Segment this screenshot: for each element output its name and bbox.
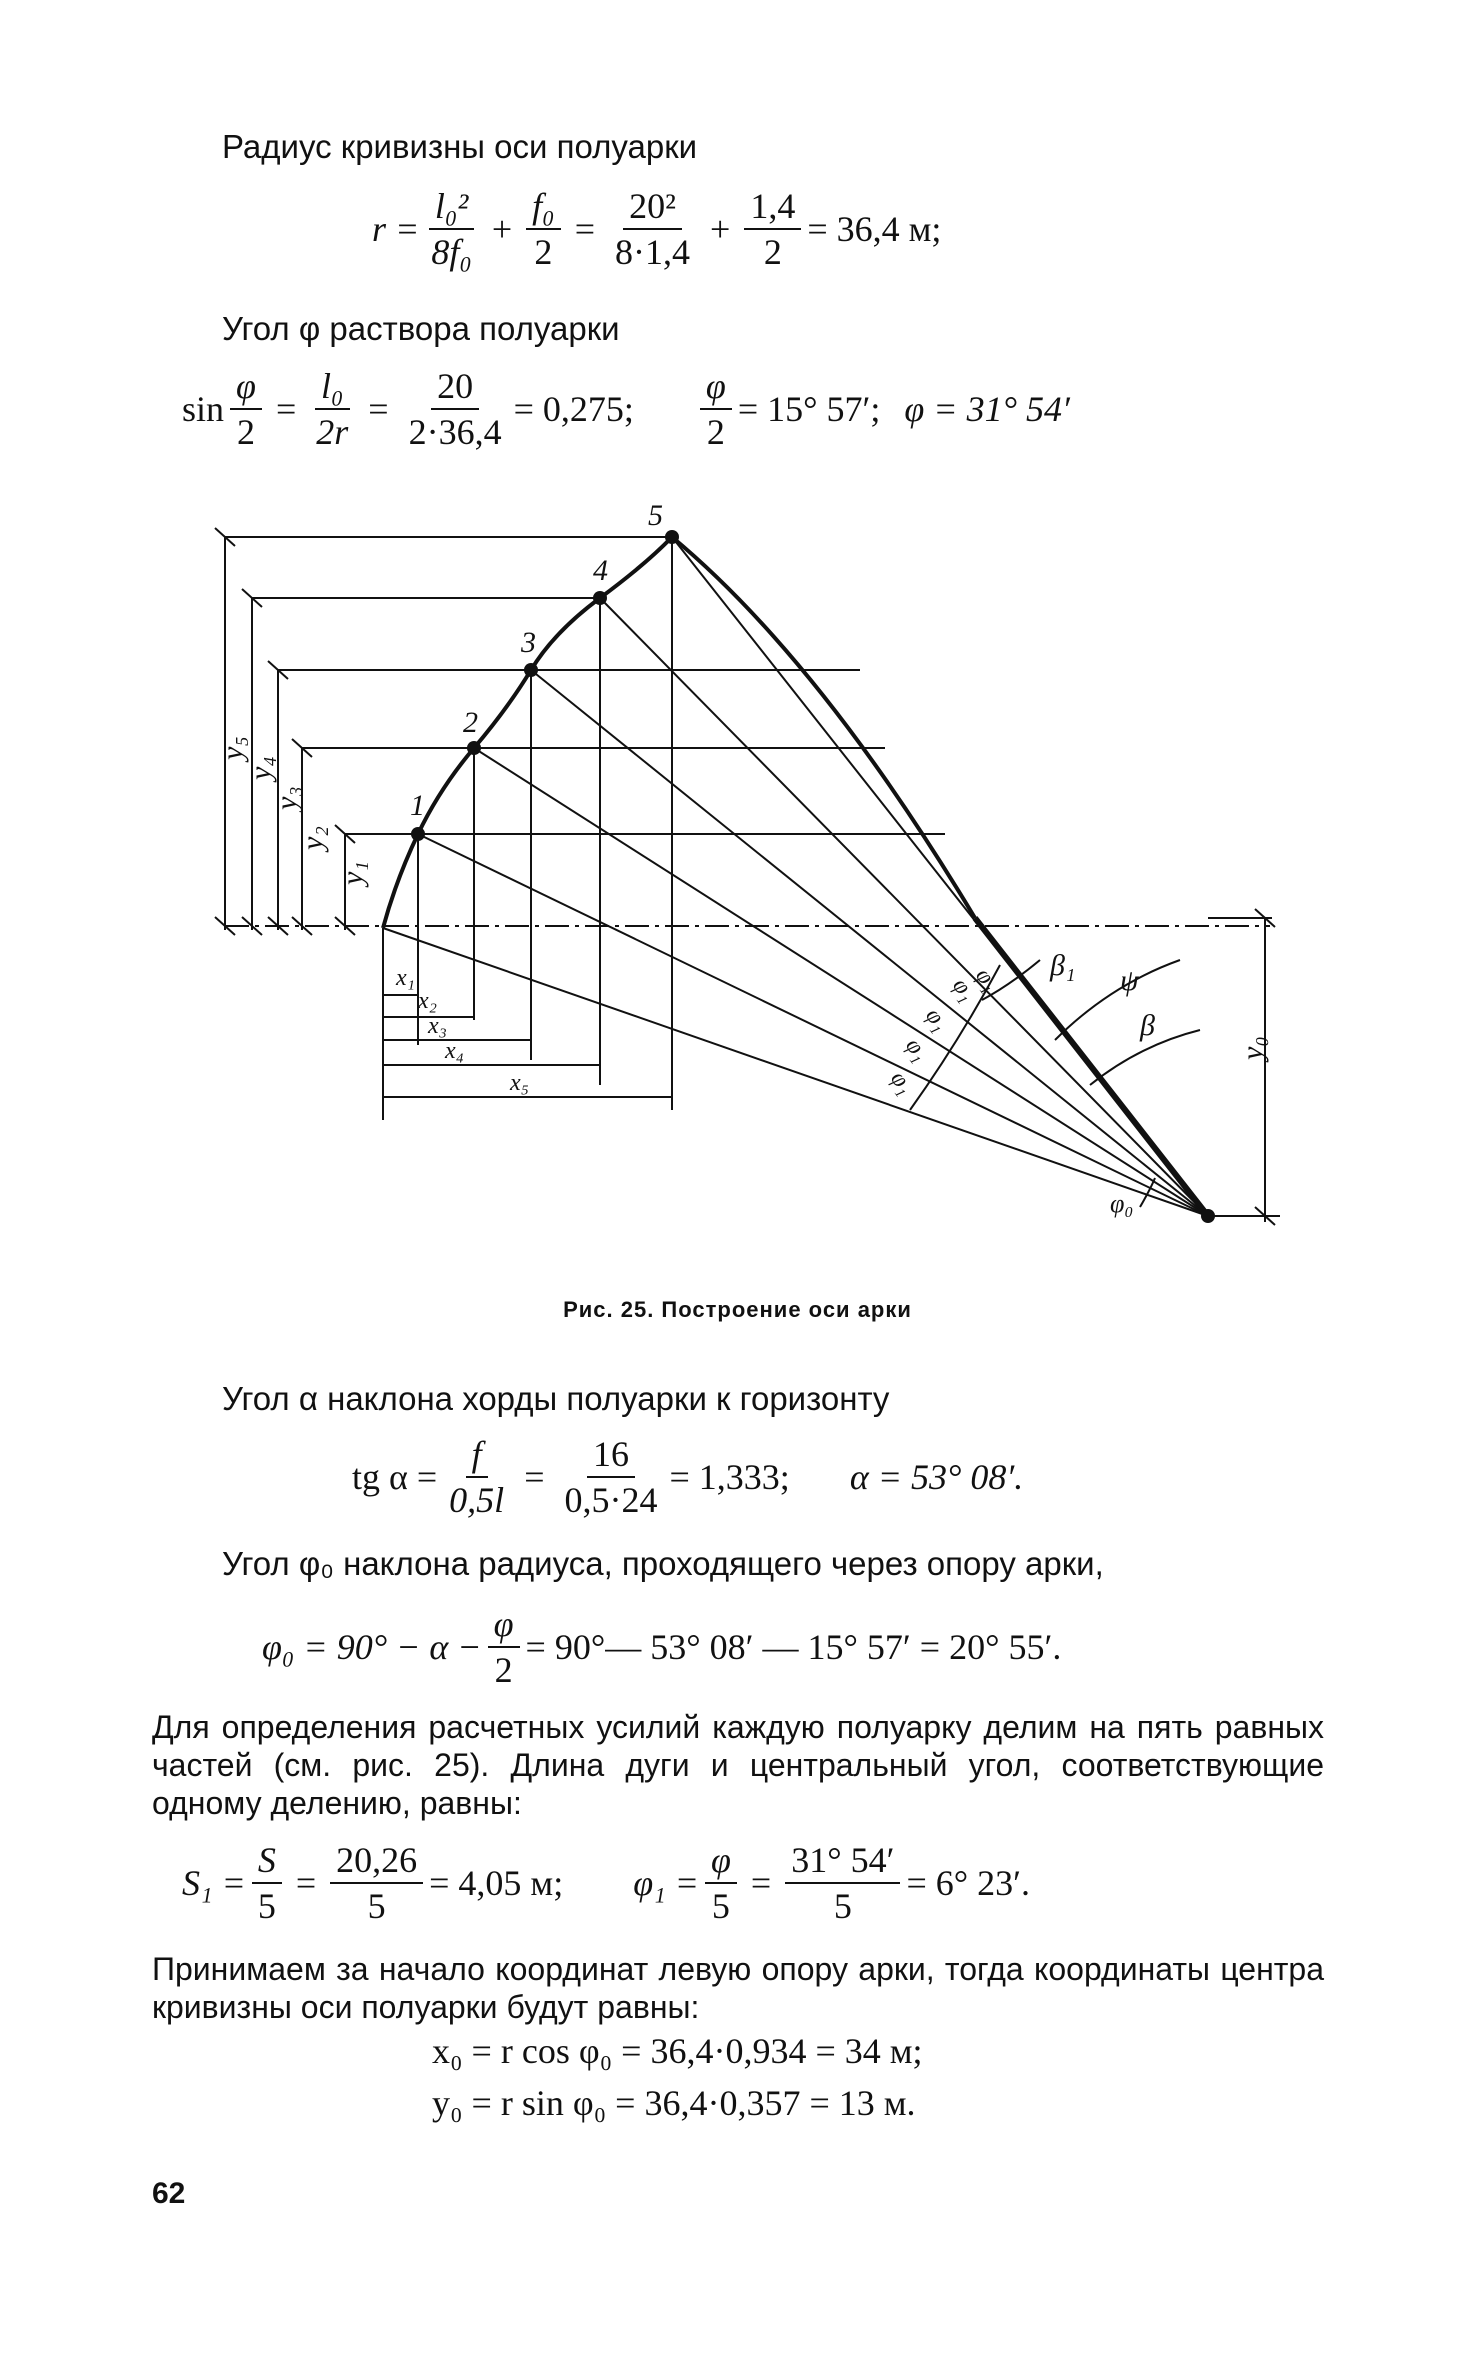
eq3-frac2-num: 16 xyxy=(587,1434,635,1478)
point-3 xyxy=(524,663,538,677)
radial-0 xyxy=(383,928,1208,1216)
formula-tg-alpha: tg α = $\frac{f}{0,5l}$ = $\frac{16}{0,5\cdot 24}$ = 1,333; α = 53° 08′. xyxy=(352,1434,1024,1520)
text-line-angle-phi0: Угол φ₀ наклона радиуса, проходящего через опору арки, xyxy=(222,1545,1104,1582)
radial-2 xyxy=(474,748,1208,1216)
label-phi0: φ₀ xyxy=(1110,1189,1134,1218)
label-phi1-d: φ₁ xyxy=(900,1033,934,1067)
eq5-frac3-den: 5 xyxy=(711,1886,730,1926)
eq2-frac4-num: φ xyxy=(700,366,732,410)
eq2-frac3-num: 20 xyxy=(431,366,479,410)
figure-caption: Рис. 25. Построение оси арки xyxy=(563,1297,912,1322)
eq2-result1: = 0,275; xyxy=(513,389,634,429)
eq3-frac1-den: 0,5l xyxy=(449,1480,505,1520)
point-5 xyxy=(665,530,679,544)
formula-phi0 xyxy=(262,1604,1061,1690)
label-phi1-e: φ₁ xyxy=(885,1066,919,1100)
eq5-frac2-num: 20,26 xyxy=(330,1840,423,1884)
eq5-frac4-num: 31° 54′ xyxy=(785,1840,900,1884)
eq1-result: = 36,4 м; xyxy=(807,209,942,249)
eq5-result2: = 6° 23′. xyxy=(906,1863,1031,1903)
paragraph-division: Для определения расчетных усилий каждую полуарку делим на пять равных частей (см. рис. 25). Длина дуги и центральный угол, соответствующие одному делению, равны: xyxy=(152,1709,1324,1821)
eq5-result1: = 4,05 м; xyxy=(429,1863,564,1903)
radial-4 xyxy=(600,598,1208,1216)
radial-5 xyxy=(672,537,1208,1216)
formula-radius: r = $\frac{\text{l₀²}}{\text{8f₀}}$ + $\frac{\text{f₀}}{2}$ = $\frac{\text{20²}}{8\cdot 1,4}$ + $\frac{1,4}{2}$ = 36,4 м; xyxy=(372,186,942,272)
eq2-frac1-num: φ xyxy=(230,366,262,410)
label-phi1-a: φ₁ xyxy=(970,963,1004,997)
eq1-frac2-den: 2 xyxy=(534,232,553,272)
eq2-lhs: sin xyxy=(182,389,225,429)
label-y5: y₅ xyxy=(216,736,249,760)
eq2-result3: φ = 31° 54′ xyxy=(904,389,1070,429)
eq5-frac2-den: 5 xyxy=(367,1886,386,1926)
page-number: 62 xyxy=(152,2177,186,2210)
eq1-frac3-den: 8·1,4 xyxy=(615,232,690,272)
eq3-result2: α = 53° 08′. xyxy=(849,1457,1024,1497)
eq5-frac1-den: 5 xyxy=(257,1886,276,1926)
eq5-frac3-num: φ xyxy=(705,1840,737,1884)
label-point-5: 5 xyxy=(648,499,663,532)
label-point-2: 2 xyxy=(463,706,478,739)
text-line-angle-phi: Угол φ раствора полуарки xyxy=(222,310,620,347)
radial-1 xyxy=(418,834,1208,1216)
center-point xyxy=(1201,1209,1215,1223)
label-y2: y₂ xyxy=(296,826,329,850)
label-point-3: 3 xyxy=(521,626,536,659)
point-4 xyxy=(593,591,607,605)
label-psi: ψ xyxy=(1120,964,1139,997)
formula-sin-phi: sin $\frac{\varphi}{2}$ = $\frac{\text{l₀}}{2r}$ = $\frac{20}{2\cdot 36,4}$ = 0,275; $\frac{\varphi}{2}$ = 15° 57′; φ = 31° 54′ xyxy=(182,366,1070,452)
label-phi1-b: φ₁ xyxy=(947,973,981,1007)
label-y0: y₀ xyxy=(1236,1036,1269,1060)
eq1-frac4-den: 2 xyxy=(763,232,782,272)
eq3-lhs: tg α = xyxy=(352,1457,438,1497)
eq5-lhs: S₁ = xyxy=(182,1863,246,1903)
label-x4: x₄ xyxy=(445,1038,464,1064)
eq2-frac2-num: l₀ xyxy=(315,366,350,410)
eq1-frac3-num: 20² xyxy=(623,186,682,230)
label-beta1: β₁ xyxy=(1050,949,1076,982)
label-y3: y₃ xyxy=(270,786,303,810)
radial-3 xyxy=(531,670,1208,1216)
formula-s1-phi1: S₁ = $\frac{S}{5}$ = $\frac{20,26}{5}$ = 4,05 м; φ₁ = $\frac{\varphi}{5}$ = $\frac{31^\circ 54'}{5}$ = 6° 23′. xyxy=(182,1840,1031,1926)
label-beta: β xyxy=(1140,1009,1155,1042)
eq1-lhs: r = xyxy=(372,209,420,249)
eq5-lhs2: φ₁ = xyxy=(633,1863,699,1903)
eq3-frac1-num: f xyxy=(466,1434,488,1478)
eq1-frac2-num: f₀ xyxy=(526,186,561,230)
eq2-frac3-den: 2·36,4 xyxy=(408,412,502,452)
eq4-lhs: φ₀ = 90° − α − xyxy=(262,1627,482,1667)
eq2-frac4-den: 2 xyxy=(706,412,725,452)
eq4-result: = 90°— 53° 08′ — 15° 57′ = 20° 55′. xyxy=(525,1627,1062,1667)
label-y1: y₁ xyxy=(336,861,369,885)
label-x5: x₅ xyxy=(510,1070,529,1096)
eq4-frac-num: φ xyxy=(488,1604,520,1648)
eq5-frac4-den: 5 xyxy=(833,1886,852,1926)
eq3-result1: = 1,333; xyxy=(669,1457,790,1497)
point-1 xyxy=(411,827,425,841)
label-x1: x₁ xyxy=(396,965,415,991)
eq1-frac4-num: 1,4 xyxy=(744,186,801,230)
eq2-frac2-den: 2r xyxy=(316,412,349,452)
text-line-radius: Радиус кривизны оси полуарки xyxy=(222,128,698,165)
formula-y0: y₀ = r sin φ₀ = 36,4·0,357 = 13 м. xyxy=(432,2083,916,2123)
text-line-angle-alpha: Угол α наклона хорды полуарки к горизонту xyxy=(222,1380,890,1417)
label-phi1-c: φ₁ xyxy=(920,1003,954,1037)
paragraph-coordinates: Принимаем за начало координат левую опору арки, тогда координаты центра кривизны оси полуарки будут равны: xyxy=(152,1951,1324,2025)
eq3-frac2-den: 0,5·24 xyxy=(564,1480,658,1520)
label-point-4: 4 xyxy=(593,554,608,587)
eq5-frac1-num: S xyxy=(252,1840,282,1884)
eq2-frac1-den: 2 xyxy=(236,412,255,452)
arch-curve-left xyxy=(383,537,672,928)
label-y4: y₄ xyxy=(244,756,277,780)
formula-x0: x₀ = r cos φ₀ = 36,4·0,934 = 34 м; xyxy=(432,2031,923,2071)
eq2-result2: = 15° 57′; xyxy=(737,389,881,429)
arch-construction-figure xyxy=(0,480,1475,1270)
point-2 xyxy=(467,741,481,755)
eq1-frac1-num: l₀² xyxy=(429,186,474,230)
eq4-frac-den: 2 xyxy=(494,1650,513,1690)
label-point-1: 1 xyxy=(410,789,425,822)
label-x3: x₃ xyxy=(428,1013,447,1039)
label-x2: x₂ xyxy=(418,988,437,1014)
eq1-frac1-den: 8f₀ xyxy=(431,232,472,272)
